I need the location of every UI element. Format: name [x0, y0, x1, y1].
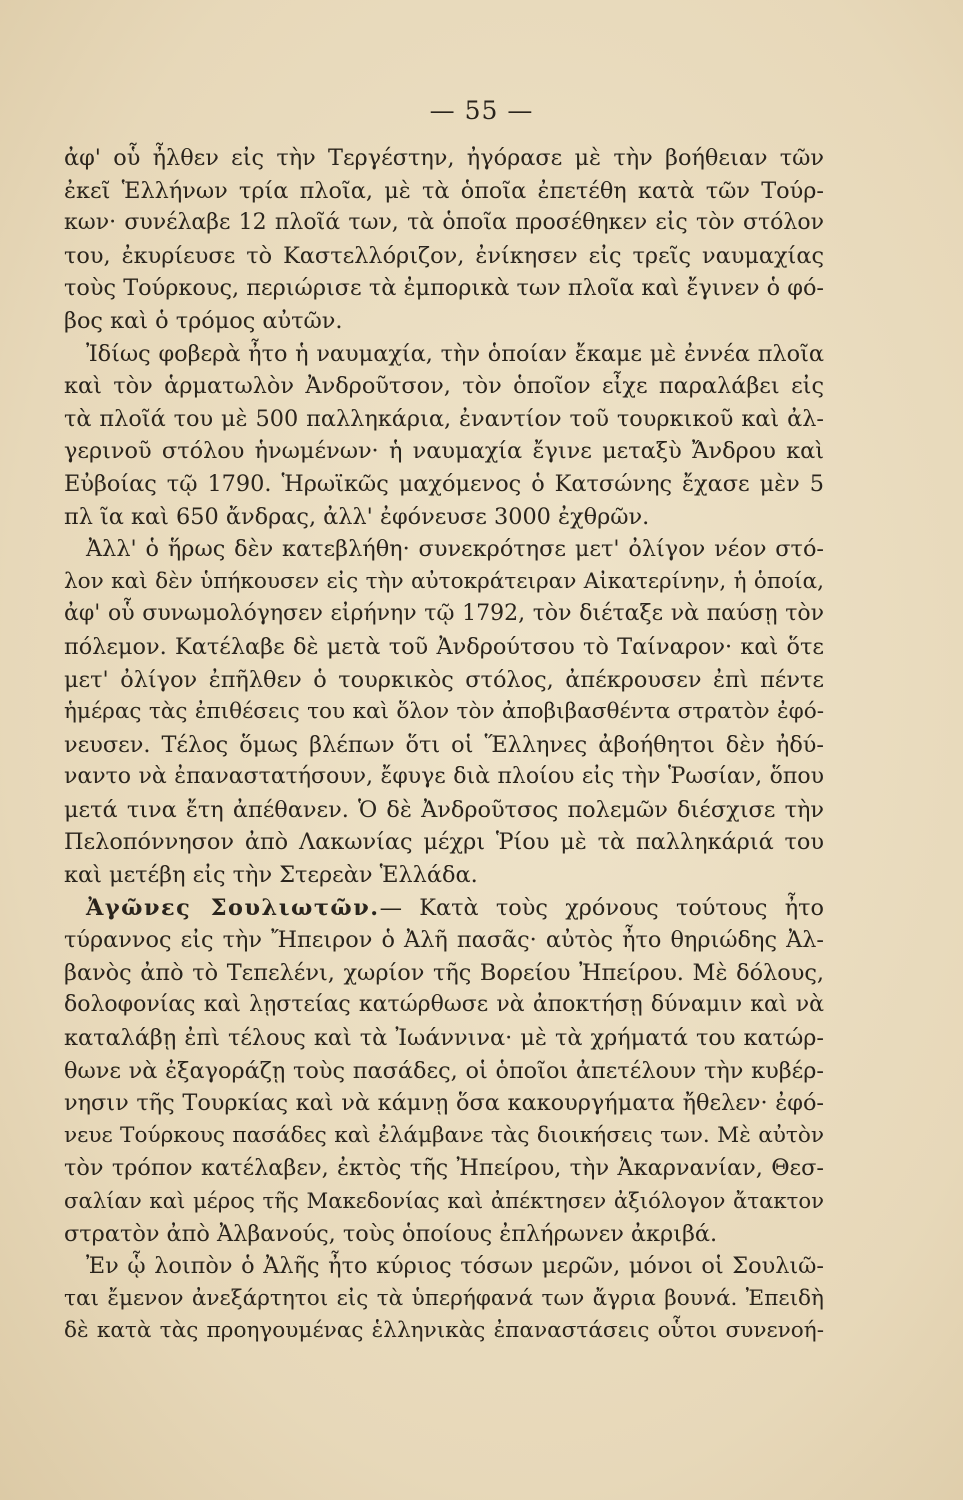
text-line: κων· συνέλαβε 12 πλοῖά των, τὰ ὁποῖα προσέθηκεν εἰς τὸν στόλον — [64, 210, 824, 236]
text-line: δὲ κατὰ τὰς προηγουμένας ἑλληνικὰς ἐπαναστάσεις οὗτοι συνενοή- — [64, 1318, 824, 1344]
text-line: Πελοπόννησον ἀπὸ Λακωνίας μέχρι Ῥίου μὲ τὰ παλληκάριά του — [64, 829, 824, 856]
text-line: καὶ μετέβη εἰς τὴν Στερεὰν Ἑλλάδα. — [64, 862, 478, 889]
text-line: μετ' ὀλίγον ἐπῆλθεν ὁ τουρκικὸς στόλος, ἀπέκρουσεν ἐπὶ πέντε — [64, 666, 824, 693]
text-line: βος καὶ ὁ τρόμος αὐτῶν. — [64, 307, 343, 334]
text-line: τοὺς Τούρκους, περιώρισε τὰ ἐμπορικὰ των πλοῖα καὶ ἔγινεν ὁ φό- — [64, 275, 824, 302]
section-heading: Ἀγῶνες Σουλιωτῶν. — [86, 894, 380, 921]
text-line: πλ ῖα καὶ 650 ἄνδρας, ἀλλ' ἐφόνευσε 3000 ἐχθρῶν. — [64, 503, 650, 530]
text-line: σαλίαν καὶ μέρος τῆς Μακεδονίας καὶ ἀπέκτησεν ἀξιόλογον ἄτακτον — [64, 1188, 824, 1213]
text-line: ἐκεῖ Ἑλλήνων τρία πλοῖα, μὲ τὰ ὁποῖα ἐπετέθη κατὰ τῶν Τούρ- — [64, 177, 824, 204]
text-line: ναντο νὰ ἐπαναστατήσουν, ἔφυγε διὰ πλοίου εἰς τὴν Ῥωσίαν, ὅπου — [64, 764, 824, 790]
text-line: Εὐβοίας τῷ 1790. Ἡρωϊκῶς μαχόμενος ὁ Κατσώνης ἔχασε μὲν 5 — [64, 470, 824, 497]
text-line: ἀφ' οὗ ἦλθεν εἰς τὴν Τεργέστην, ἠγόρασε μὲ τὴν βοήθειαν τῶν — [64, 145, 824, 171]
page-number: — 55 — — [429, 96, 534, 125]
text-line: δολοφονίας καὶ λῃστείας κατώρθωσε νὰ ἀποκτήσῃ δύναμιν καὶ νὰ — [64, 992, 824, 1018]
text-line: του, ἐκυρίευσε τὸ Καστελλόριζον, ἐνίκησεν εἰς τρεῖς ναυμαχίας — [64, 242, 824, 269]
text-line: ται ἔμενον ἀνεξάρτητοι εἰς τὰ ὑπερήφανά των ἄγρια βουνά. Ἐπειδὴ — [64, 1285, 824, 1311]
text-line: ἀφ' οὗ συνωμολόγησεν εἰρήνην τῷ 1792, τὸν διέταξε νὰ παύσῃ τὸν — [64, 601, 824, 627]
text-line: πόλεμον. Κατέλαβε δὲ μετὰ τοῦ Ἀνδρούτσου τὸ Ταίναρον· καὶ ὅτε — [64, 633, 824, 660]
text-line: γερινοῦ στόλου ἡνωμένων· ἡ ναυμαχία ἔγινε μεταξὺ Ἄνδρου καὶ — [64, 438, 824, 465]
section-heading-line — [64, 892, 824, 925]
text-line: τύραννος εἰς τὴν Ἤπειρον ὁ Ἀλῆ πασᾶς· αὐτὸς ἦτο θηριώδης Ἀλ- — [64, 927, 824, 954]
text-line: νευε Τούρκους πασάδες καὶ ἐλάμβανε τὰς διοικήσεις των. Μὲ αὐτὸν — [64, 1122, 824, 1148]
body-text — [64, 142, 824, 1348]
text-line: θωνε νὰ ἐξαγοράζῃ τοὺς πασάδες, οἱ ὁποῖοι ἀπετέλουν τὴν κυβέρ- — [64, 1057, 824, 1084]
text-line: λον καὶ δὲν ὑπήκουσεν εἰς τὴν αὐτοκράτειραν Αἰκατερίνην, ἡ ὁποία, — [64, 568, 824, 594]
section-heading-rest: — Κατὰ τοὺς χρόνους τούτους ἦτο — [379, 894, 824, 921]
text-line: βανὸς ἀπὸ τὸ Τεπελένι, χωρίον τῆς Βορείου Ἠπείρου. Μὲ δόλους, — [64, 959, 824, 986]
text-line: καὶ τὸν ἁρματωλὸν Ἀνδροῦτσον, τὸν ὁποῖον εἶχε παραλάβει εἰς — [64, 373, 824, 400]
text-line: ἡμέρας τὰς ἐπιθέσεις του καὶ ὅλον τὸν ἀποβιβασθέντα στρατὸν ἐφό- — [64, 699, 824, 725]
paragraph-start: Ἐν ᾧ λοιπὸν ὁ Ἀλῆς ἦτο κύριος τόσων μερῶν, μόνοι οἱ Σουλιῶ- — [86, 1253, 824, 1280]
text-line: μετά τινα ἔτη ἀπέθανεν. Ὁ δὲ Ἀνδροῦτσος πολεμῶν διέσχισε τὴν — [64, 796, 824, 823]
text-line: στρατὸν ἀπὸ Ἀλβανούς, τοὺς ὁποίους ἐπλήρωνεν ἀκριβά. — [64, 1220, 718, 1247]
text-line: νευσεν. Τέλος ὅμως βλέπων ὅτι οἱ Ἕλληνες ἀβοήθητοι δὲν ἠδύ- — [64, 731, 824, 758]
paragraph-start: Ἰδίως φοβερὰ ἦτο ἡ ναυμαχία, τὴν ὁποίαν ἔκαμε μὲ ἐννέα πλοῖα — [86, 340, 824, 367]
text-line: καταλάβῃ ἐπὶ τέλους καὶ τὰ Ἰωάννινα· μὲ τὰ χρήματά του κατώρ- — [64, 1025, 824, 1052]
text-line: τὰ πλοῖά του μὲ 500 παλληκάρια, ἐναντίον τοῦ τουρκικοῦ καὶ ἀλ- — [64, 405, 824, 432]
text-line: τὸν τρόπον κατέλαβεν, ἐκτὸς τῆς Ἠπείρου, τὴν Ἀκαρνανίαν, Θεσ- — [64, 1155, 824, 1182]
paragraph-start: Ἀλλ' ὁ ἥρως δὲν κατεβλήθη· συνεκρότησε μετ' ὀλίγον νέον στό- — [86, 536, 824, 563]
text-line: νησιν τῆς Τουρκίας καὶ νὰ κάμνῃ ὅσα κακουργήματα ἤθελεν· ἐφό- — [64, 1090, 824, 1117]
